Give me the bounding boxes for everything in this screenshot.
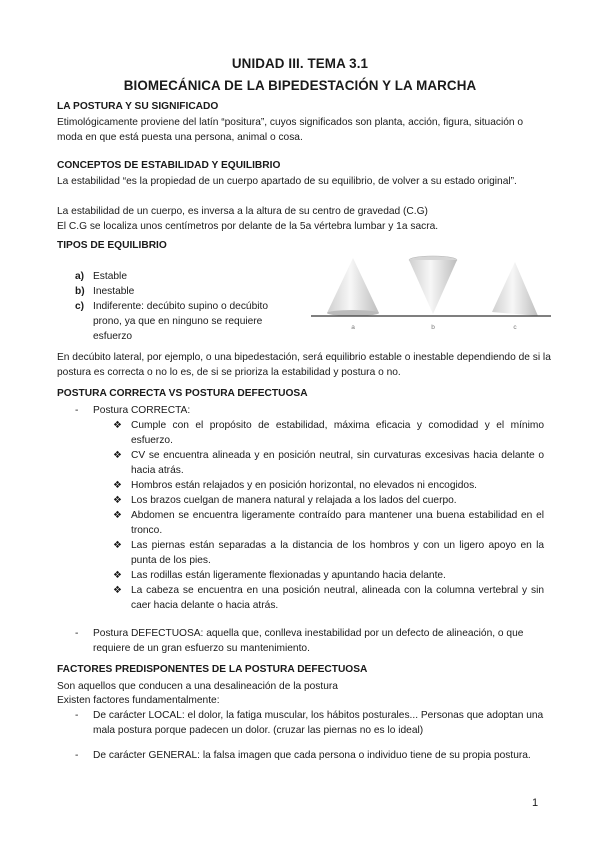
diamond-bullet-icon: ❖	[113, 495, 122, 506]
dash-bullet: -	[75, 750, 79, 761]
factores-paragraph-2: Existen factores fundamentalmente:	[57, 695, 220, 706]
cone-indifferent	[492, 262, 538, 316]
dash-bullet: -	[75, 628, 79, 639]
list-item-text: Indiferente: decúbito supino o decúbito prono, ya que en ninguno se requiere esfuerzo	[93, 301, 269, 342]
cone-unstable	[409, 256, 457, 314]
list-marker: a)	[75, 271, 85, 282]
list-item-inestable	[75, 284, 134, 299]
diamond-bullet-icon: ❖	[113, 540, 122, 551]
diamond-bullet-icon: ❖	[113, 510, 122, 521]
diamond-bullet-icon: ❖	[113, 420, 122, 431]
factores-heading: FACTORES PREDISPONENTES DE LA POSTURA DEFECTUOSA	[57, 664, 368, 675]
document-title: BIOMECÁNICA DE LA BIPEDESTACIÓN Y LA MARCHA	[123, 78, 477, 93]
figure-label-b: b	[431, 324, 435, 331]
conceptos-heading: CONCEPTOS DE ESTABILIDAD Y EQUILIBRIO	[57, 160, 281, 171]
tipos-heading: TIPOS DE EQUILIBRIO	[57, 240, 167, 251]
factor-general-text: De carácter GENERAL: la falsa imagen que cada persona o individuo tiene de su propia postura.	[93, 750, 531, 761]
dash-bullet: -	[75, 405, 79, 416]
correcta-bullet: CV se encuentra alineada y en posición neutral, sin curvaturas excesivas hacia delante o hacia atrás.	[131, 450, 544, 476]
page-number: 1	[532, 797, 539, 809]
tipos-after-text: En decúbito lateral, por ejemplo, o una bipedestación, será equilibrio estable o inestable dependiendo de si la postura es correcta o no lo es, de si se prioriza la estabilidad y postura o no.	[57, 352, 551, 378]
postura-defectuosa-text: Postura DEFECTUOSA: aquella que, conlleva inestabilidad por un defecto de alineación, o que requiere de un gran esfuerzo su mantenimiento.	[93, 628, 524, 654]
factor-local-text: De carácter LOCAL: el dolor, la fatiga muscular, los hábitos posturales... Personas que adoptan una mala postura porque padecen un dolor. (cruzar las piernas no es lo ideal)	[93, 710, 544, 736]
postura-text: Etimológicamente proviene del latín “positura”, cuyos significados son planta, acción, figura, situación o moda en que está puesta una persona, animal o cosa.	[57, 117, 524, 143]
equilibrium-figure	[305, 252, 555, 334]
correcta-bullet: Las rodillas están ligeramente flexionadas y apuntando hacia delante.	[131, 570, 446, 581]
conceptos-paragraph-3: El C.G se localiza unos centímetros por delante de la 5a vértebra lumbar y 1a sacra.	[57, 221, 439, 232]
diamond-bullet-icon: ❖	[113, 585, 122, 596]
factores-paragraph-1: Son aquellos que conducen a una desalineación de la postura	[57, 681, 338, 692]
correcta-bullet: Las piernas están separadas a la distancia de los hombros y con un ligero apoyo en la punta de los pies.	[131, 540, 544, 566]
list-marker: b)	[75, 286, 85, 297]
correcta-bullet: Abdomen se encuentra ligeramente contraído para mantener una buena estabilidad en el tronco.	[131, 510, 544, 536]
conceptos-paragraph-1: La estabilidad “es la propiedad de un cuerpo apartado de su equilibrio, de volver a su estado original”.	[57, 176, 517, 187]
correcta-bullet: Cumple con el propósito de estabilidad, máxima eficacia y comodidad y el mínimo esfuerzo.	[131, 420, 544, 446]
correcta-heading: POSTURA CORRECTA VS POSTURA DEFECTUOSA	[57, 388, 308, 399]
diamond-bullet-icon: ❖	[113, 480, 122, 491]
list-item-text: Inestable	[93, 286, 135, 297]
list-item-estable	[75, 269, 127, 284]
unit-title: UNIDAD III. TEMA 3.1	[231, 56, 369, 71]
figure-label-c: c	[513, 324, 517, 331]
conceptos-paragraph-2: La estabilidad de un cuerpo, es inversa a la altura de su centro de gravedad (C.G)	[57, 206, 428, 217]
list-item-text: Estable	[93, 271, 127, 282]
postura-correcta-label: Postura CORRECTA:	[93, 405, 191, 416]
correcta-bullet: Hombros están relajados y en posición horizontal, no elevados ni encogidos.	[131, 480, 478, 491]
diamond-bullet-icon: ❖	[113, 450, 122, 461]
list-marker: c)	[75, 301, 85, 312]
figure-label-a: a	[351, 324, 355, 331]
correcta-bullet: La cabeza se encuentra en una posición neutral, alineada con la columna vertebral y sin caer hacia delante o hacia atrás.	[131, 585, 544, 611]
correcta-bullet: Los brazos cuelgan de manera natural y relajada a los lados del cuerpo.	[131, 495, 457, 506]
dash-bullet: -	[75, 710, 79, 721]
list-item-indiferente	[75, 299, 290, 344]
postura-heading: LA POSTURA Y SU SIGNIFICADO	[57, 101, 219, 112]
diamond-bullet-icon: ❖	[113, 570, 122, 581]
cone-stable	[327, 258, 379, 316]
